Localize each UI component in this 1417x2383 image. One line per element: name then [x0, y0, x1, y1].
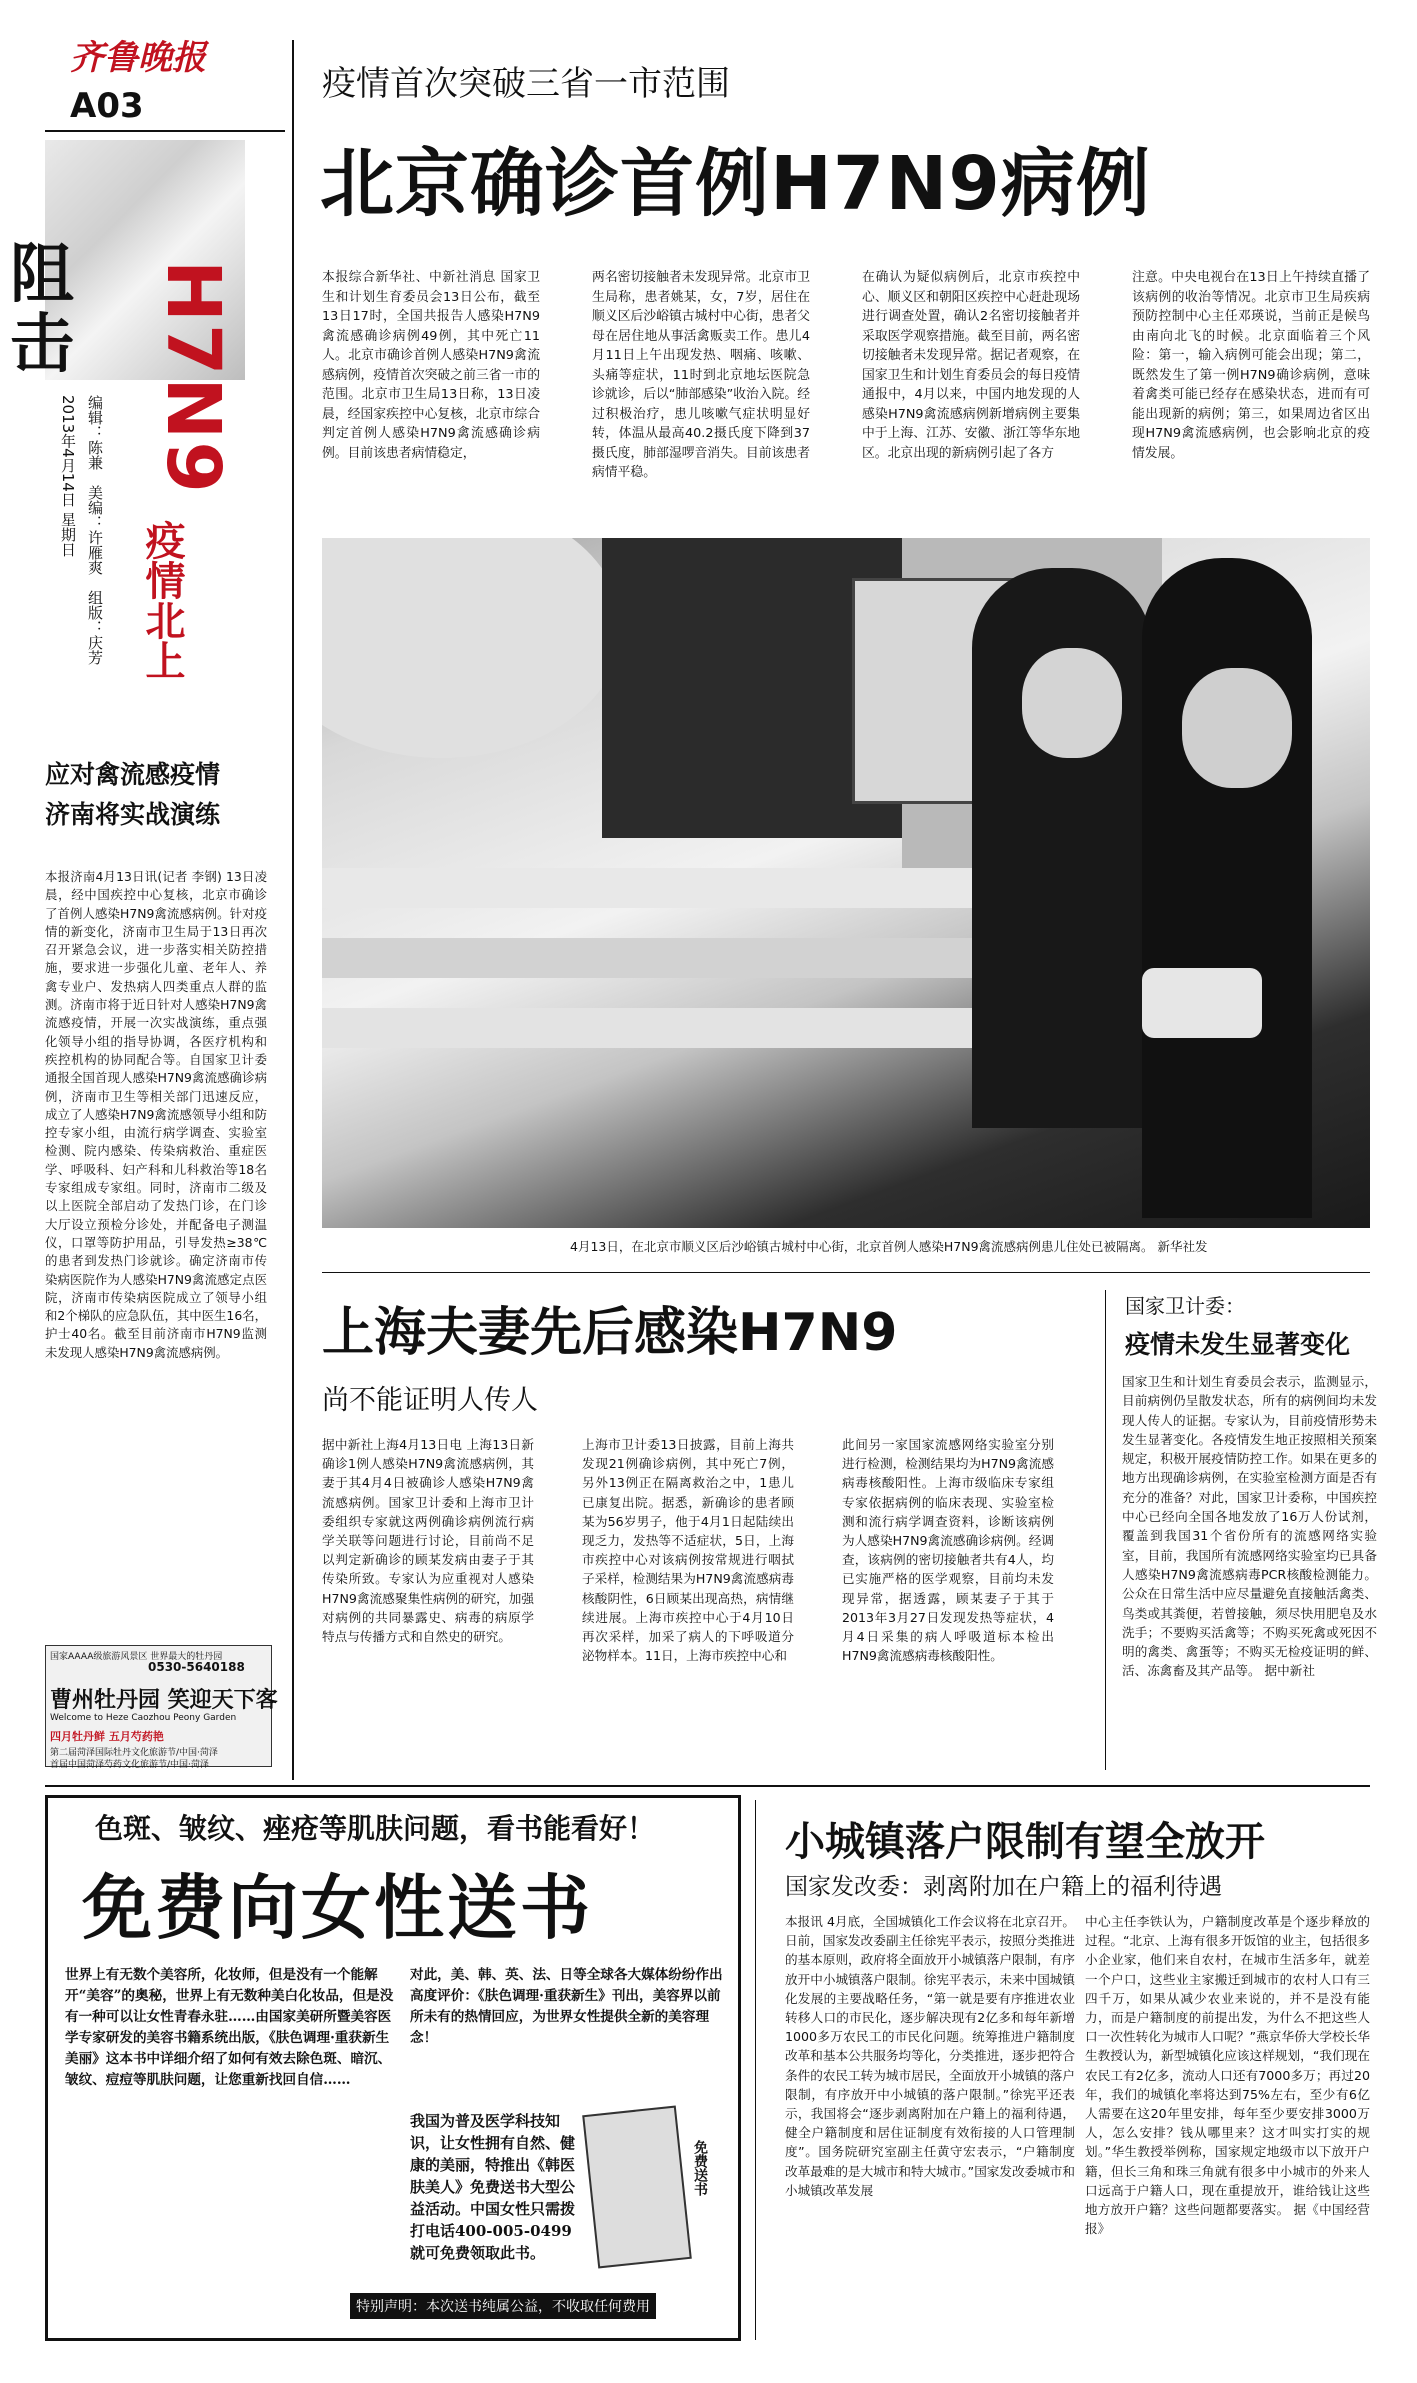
main-article-column: 注意。中央电视台在13日上午持续直播了该病例的收治等情况。北京市卫生局疾病预防控制中心主任邓瑛说，当前正是候鸟由南向北飞的时候。北京面临着三个风险：第一，输入病例可能会出现；第二，既然发生了第一例H7N9确诊病例，意味着禽类可能已经存在感染状态，进而有可能出现新的病例；第三，如果周边省区出现H7N9禽流感病例，也会影响北京的疫情发展。	[1132, 270, 1370, 461]
banner-subtitle: 疫情北上	[139, 520, 185, 680]
main-article-column: 在确认为疑似病例后，北京市疾控中心、顺义区和朝阳区疾控中心赶赴现场进行调查处置，确认2名密切接触者并采取医学观察措施。截至目前，两名密切接触者未发现异常。据记者观察，在国家卫生和计划生育委员会的每日疫情通报中，4月以来，中国内地发现的人感染H7N9禽流感病例新增病例主要集中于上海、江苏、安徽、浙江等华东地区。北京出现的新病例引起了各方	[862, 270, 1080, 461]
credit-designer: 美编：许雁爽	[86, 485, 104, 575]
small-ad-phone: 0530-5640188	[148, 1660, 245, 1674]
left-article-body: 本报济南4月13日讯(记者 李钢) 13日凌晨，经中国疾控中心复核，北京市确诊了首例人感染H7N9禽流感病例。针对疫情的新变化，济南市卫生局于13日再次召开紧急会议，进一步落实相关防控措施，要求进一步强化儿童、老年人、养禽专业户、发热病人四类重点人群的监测。济南市将于近日针对人感染H7N9禽流感疫情，开展一次实战演练，重点强化领导小组的指导协调，各医疗机构和疾控机构的协同配合等。自国家卫计委通报全国首现人感染H7N9禽流感确诊病例，济南市卫生等相关部门迅速反应，成立了人感染H7N9禽流感领导小组和防控专家小组，由流行病学调查、实验室检测、院内感染、传染病救治、重症医学、呼吸科、妇产科和儿科救治等18名专家组成专家组。同时，济南市二级及以上医院全部启动了发热门诊，在门诊大厅设立预检分诊处，并配备电子测温仪，口罩等防护用品，引导发热≥38℃的患者到发热门诊就诊。确定济南市传染病医院作为人感染H7N9禽流感定点医院，济南市传染病医院成立了领导小组和2个梯队的应急队伍，其中医生16名，护士40名。截至目前济南市H7N9监测未发现人感染H7N9禽流感病例。	[45, 869, 267, 1360]
divider	[45, 1785, 1370, 1787]
small-ad-name: 曹州牡丹园 笑迎天下客	[50, 1687, 278, 1713]
photo-step	[322, 938, 1022, 978]
health-box-kicker: 国家卫计委：	[1125, 1294, 1245, 1318]
photo-officer-face	[1022, 648, 1122, 758]
banner-virus-name: H7N9	[150, 260, 236, 495]
book-ad-title: 免费向女性送书	[82, 1867, 593, 1949]
hukou-article-column: 本报讯 4月底，全国城镇化工作会议将在北京召开。日前，国家发改委副主任徐宪平表示，按照分类推进的基本原则，政府将全面放开小城镇落户限制，有序放开中小城镇落户限制。徐宪平表示，未来中国城镇化发展的主要战略任务，“第一就是要有序推进农业转移人口的市民化，逐步解决现有2亿多和每年新增1000多万农民工的市民化问题。统筹推进户籍制度改革和基本公共服务均等化，分类推进，逐步把符合条件的农民工转为城市居民，全面放开小城镇的落户限制，有序放开中小城镇的落户限制。”徐宪平还表示，我国将会“逐步剥离附加在户籍上的福利待遇，健全户籍制度和居住证制度有效衔接的人口管理制度”。国务院研究室副主任黄守宏表示，“户籍制度改革最难的是大城市和特大城市。”国家发改委城市和小城镇改革发展	[785, 1914, 1075, 2198]
book-ad-body: 世界上有无数个美容所，化妆师，但是没有一个能解开“美容”的奥秘，世界上有无数种美白化妆品，但是没有一种可以让女性青春永驻……由国家美研所暨美容医学专家研发的美容书籍系统出版，《肤色调理·重获新生美丽》这本书中详细介绍了如何有效去除色斑、暗沉、皱纹、痘痘等肌肤问题，让您重新找回自信……	[65, 1967, 394, 2088]
hukou-subtitle: 国家发改委：剥离附加在户籍上的福利待遇	[785, 1874, 1222, 1900]
small-ad-english: Welcome to Heze Caozhou Peony Garden	[50, 1713, 237, 1723]
photo-officer-face	[1182, 668, 1292, 788]
divider	[322, 1272, 1370, 1273]
book-ad-tagline: 色斑、皱纹、痤疮等肌肤问题，看书能看好！	[95, 1812, 656, 1845]
shanghai-article-column: 此间另一家国家流感网络实验室分别进行检测，检测结果均为H7N9禽流感病毒核酸阳性。上海市级临床专家组专家依据病例的临床表现、实验室检测和流行病学调查资料，诊断该病例为人感染H7N9禽流感确诊病例。经调查，该病例的密切接触者共有4人，均已实施严格的医学观察，目前均未发现异常，据透露，顾某妻子于其于2013年3月27日发现发热等症状，4月4日采集的病人呼吸道标本检出H7N9禽流感病毒核酸阳性。	[842, 1437, 1054, 1664]
photo-armband	[1142, 968, 1262, 1038]
small-ad-footer: 第二届菏泽国际牡丹文化旅游节/中国·菏泽	[50, 1748, 218, 1758]
small-ad-slogan: 四月牡丹鲜 五月芍药艳	[50, 1730, 164, 1743]
main-headline: 北京确诊首例H7N9病例	[320, 141, 1151, 227]
paper-name: 齐鲁晚报	[70, 38, 206, 78]
book-ad-body: 我国为普及医学科技知识，让女性拥有自然、健康的美丽，特推出《韩医肤美人》免费送书大型公益活动。中国女性只需拨打电话400-005-0499就可免费领取此书。	[410, 2112, 576, 2262]
shanghai-article-column: 据中新社上海4月13日电 上海13日新确诊1例人感染H7N9禽流感病例，其妻于其4月4日被确诊人感染H7N9禽流感病例。国家卫计委和上海市卫计委组织专家就这两例确诊病例流行病学关联等问题进行讨论，目前尚不足以判定新确诊的顾某发病由妻子于其传染所致。专家认为应重视对人感染H7N9禽流感聚集性病例的研究，加强对病例的共同暴露史、病毒的病原学特点与传播方式和自然史的研究。	[322, 1437, 534, 1645]
credit-editor: 编辑：陈兼	[86, 395, 104, 470]
page-number: A03	[70, 86, 144, 126]
shanghai-headline: 上海夫妻先后感染H7N9	[322, 1303, 898, 1363]
divider	[45, 130, 285, 132]
column-divider	[292, 40, 294, 1780]
main-article-column: 本报综合新华社、中新社消息 国家卫生和计划生育委员会13日公布，截至13日17时，全国共报告人感染H7N9禽流感确诊病例49例，其中死亡11人。北京市确诊首例人感染H7N9禽流感病例，疫情首次突破之前三省一市的范围。北京市卫生局13日称，13日凌晨，经国家疾控中心复核，北京市综合判定首例人感染H7N9禽流感确诊病例。目前该患者病情稳定，	[322, 270, 540, 461]
main-article-column: 两名密切接触者未发现异常。北京市卫生局称，患者姚某，女，7岁，居住在顺义区后沙峪镇古城村中心街，患者父母在居住地从事活禽贩卖工作。患儿4月11日上午出现发热、咽痛、咳嗽、头痛等症状，11时到北京地坛医院急诊就诊，后以“肺部感染”收治入院。经过积极治疗，患儿咳嗽气症状明显好转，体温从最高40.2摄氏度下降到37摄氏度，肺部湿啰音消失。目前该患者病情平稳。	[592, 270, 811, 480]
photo-caption: 4月13日，在北京市顺义区后沙峪镇古城村中心街，北京首例人感染H7N9禽流感病例患儿住处已被隔离。 新华社发	[570, 1239, 1208, 1254]
left-article-title	[45, 755, 265, 835]
book-image	[582, 2106, 692, 2269]
photo-step	[322, 868, 1022, 908]
book-ad-body: 对此，美、韩、英、法、日等全球各大媒体纷纷作出高度评价：《肤色调理·重获新生》刊出，美容界以前所未有的热情回应，为世界女性提供全新的美容理念！	[410, 1967, 723, 2046]
small-ad-footer: 首届中国菏泽芍药文化旅游节/中国·菏泽	[50, 1760, 209, 1770]
book-ad-label: 免费送书	[692, 2140, 708, 2196]
health-box-title: 疫情未发生显著变化	[1125, 1330, 1351, 1359]
banner-title: 阻击	[10, 238, 74, 382]
credit-layout: 组版：庆芳	[86, 590, 104, 665]
banner-credits	[82, 395, 108, 665]
left-title-line1: 应对禽流感疫情	[45, 760, 221, 789]
book-ad-footer: 特别声明：本次送书纯属公益，不收取任何费用	[350, 2293, 656, 2319]
health-box-body: 国家卫生和计划生育委员会表示，监测显示，目前病例仍呈散发状态，所有的病例间均未发现人传人的证据。专家认为，目前疫情形势未发生显著变化。各疫情发生地正按照相关预案规定，积极开展疫情防控工作。如果在更多的地方出现确诊病例，在实验室检测方面是否有充分的准备？对此，国家卫计委称，中国疾控中心已经向全国各地发放了16万人份试剂，覆盖到我国31个省份所有的流感网络实验室，目前，我国所有流感网络实验室均已具备人感染H7N9禽流感病毒PCR核酸检测能力。公众在日常生活中应尽量避免直接触活禽类、鸟类或其粪便，若曾接触，须尽快用肥皂及水洗手；不要购买活禽等；不购买死禽或死因不明的禽类、禽蛋等；不购买无检疫证明的鲜、活、冻禽畜及其产品等。 据中新社	[1122, 1374, 1377, 1679]
photo-officer	[1142, 558, 1312, 1218]
shanghai-subtitle: 尚不能证明人传人	[322, 1385, 538, 1416]
news-photo	[322, 538, 1370, 1228]
column-divider	[755, 1800, 756, 2340]
photo-umbrella	[322, 538, 622, 758]
column-divider	[1105, 1290, 1106, 1770]
banner-date: 2013年4月14日 星期日	[59, 395, 77, 557]
photo-step	[322, 1008, 1022, 1048]
left-title-line2: 济南将实战演练	[45, 800, 221, 829]
hukou-article-column: 中心主任李铁认为，户籍制度改革是个逐步释放的过程。“北京、上海有很多开饭馆的业主，包括很多小企业家，他们来自农村，在城市生活多年，就差一个户口，这些业主家搬迁到城市的农村人口有三四千万，如果从减少农业来说的，并不是没有能力，而是户籍制度的前提出发，为什么不把这些人口一次性转化为城市人口呢？”燕京华侨大学校长华生教授认为，新型城镇化应该这样规划，“我们现在农民工有2亿多，流动人口还有7000多万；再过20年，我们的城镇化率将达到75%左右，至少有6亿人需要在这20年里安排，每年至少要安排3000万人，怎么安排？钱从哪里来？这才叫实打实的规划。”华生教授举例称，国家规定地级市以下放开户籍，但长三角和珠三角就有很多中小城市的外来人口远高于户籍人口，现在重提放开，谁给钱让这些地方放开户籍？这些问题都要落实。 据《中国经营报》	[1085, 1914, 1370, 2237]
shanghai-article-column: 上海市卫计委13日披露，目前上海共发现21例确诊病例，其中死亡7例，另外13例正在隔离救治之中，1患儿已康复出院。据悉，新确诊的患者顾某为56岁男子，他于4月1日起陆续出现乏力，发热等不适症状，5日，上海市疾控中心对该病例按常规进行咽拭子采样，检测结果为H7N9禽流感病毒核酸阴性，6日顾某出现高热，病情继续进展。上海市疾控中心于4月10日再次采样，加采了病人的下呼吸道分泌物样本。11日，上海市疾控中心和	[582, 1437, 794, 1664]
main-kicker: 疫情首次突破三省一市范围	[322, 64, 730, 104]
hukou-headline: 小城镇落户限制有望全放开	[785, 1819, 1265, 1865]
small-ad-tagline: 国家AAAA级旅游风景区 世界最大的牡丹园	[50, 1652, 223, 1662]
